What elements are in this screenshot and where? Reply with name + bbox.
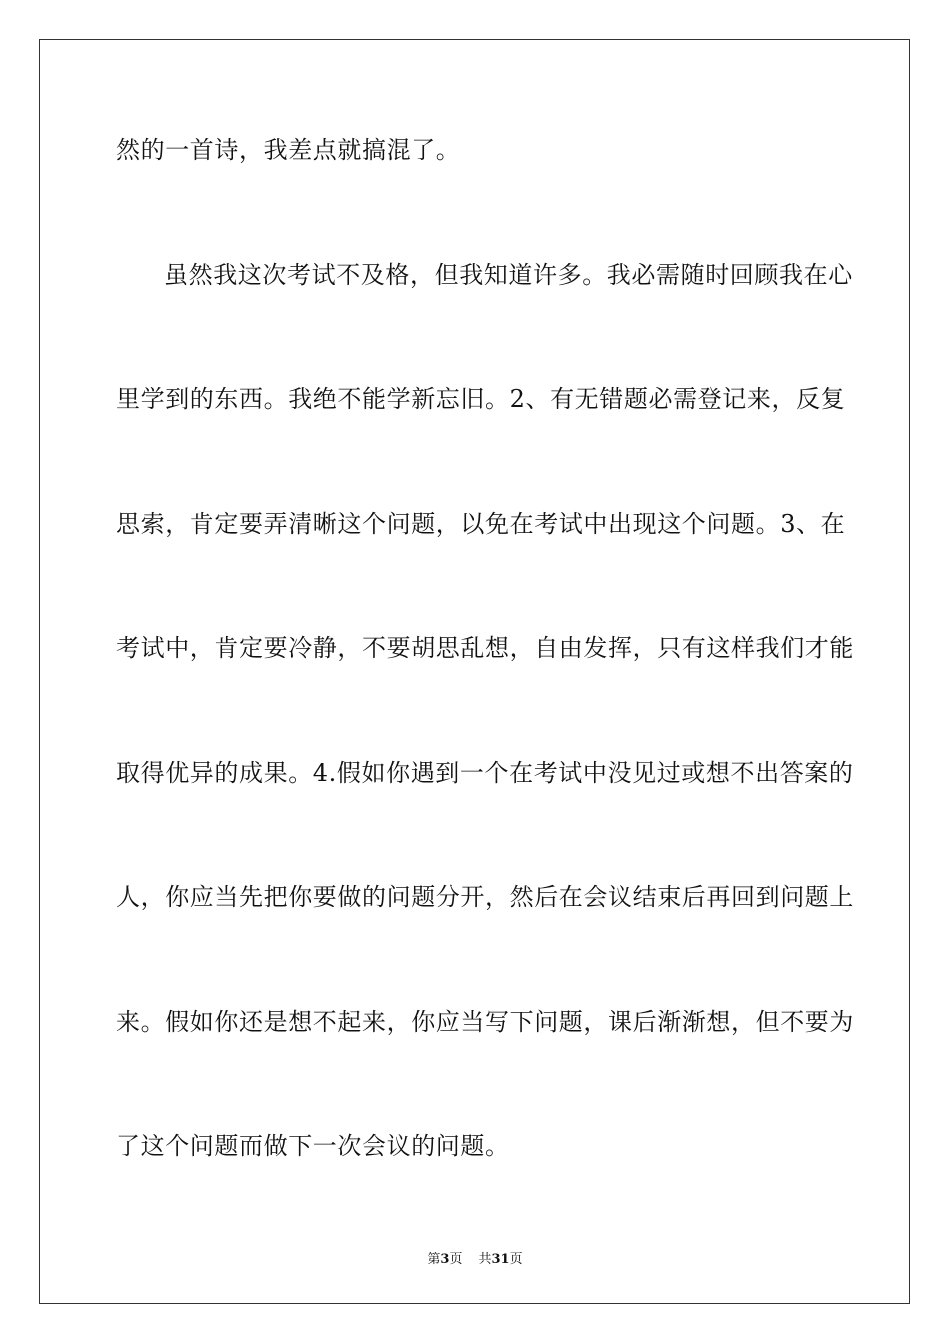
footer-page-suffix: 页 [449,1252,463,1267]
footer-page-prefix: 第 [427,1252,441,1267]
text-line-7: 人，你应当先把你要做的问题分开，然后在会议结束后再回到问题上 [116,883,854,911]
text-line-9: 了这个问题而做下一次会议的问题。 [116,1132,510,1160]
text-line-6: 取得优异的成果。4.假如你遇到一个在考试中没见过或想不出答案的 [116,759,854,787]
footer-total-pages: 31 [491,1252,510,1267]
text-line-5: 考试中，肯定要冷静，不要胡思乱想，自由发挥，只有这样我们才能 [116,634,854,662]
text-line-1: 然的一首诗，我差点就搞混了。 [116,136,461,164]
footer-total-suffix: 页 [509,1252,523,1267]
page-footer [0,1248,950,1267]
footer-page-number: 3 [440,1252,450,1267]
text-line-3: 里学到的东西。我绝不能学新忘旧。2、有无错题必需登记来，反复 [116,385,846,413]
footer-total-prefix: 共 [478,1252,492,1267]
page-border [39,39,910,1304]
text-line-4: 思索，肯定要弄清晰这个问题，以免在考试中出现这个问题。3、在 [116,510,846,538]
text-line-8: 来。假如你还是想不起来，你应当写下问题，课后渐渐想，但不要为 [116,1008,854,1036]
paragraph-start-line: 虽然我这次考试不及格，但我知道许多。我必需随时回顾我在心 [164,261,853,289]
